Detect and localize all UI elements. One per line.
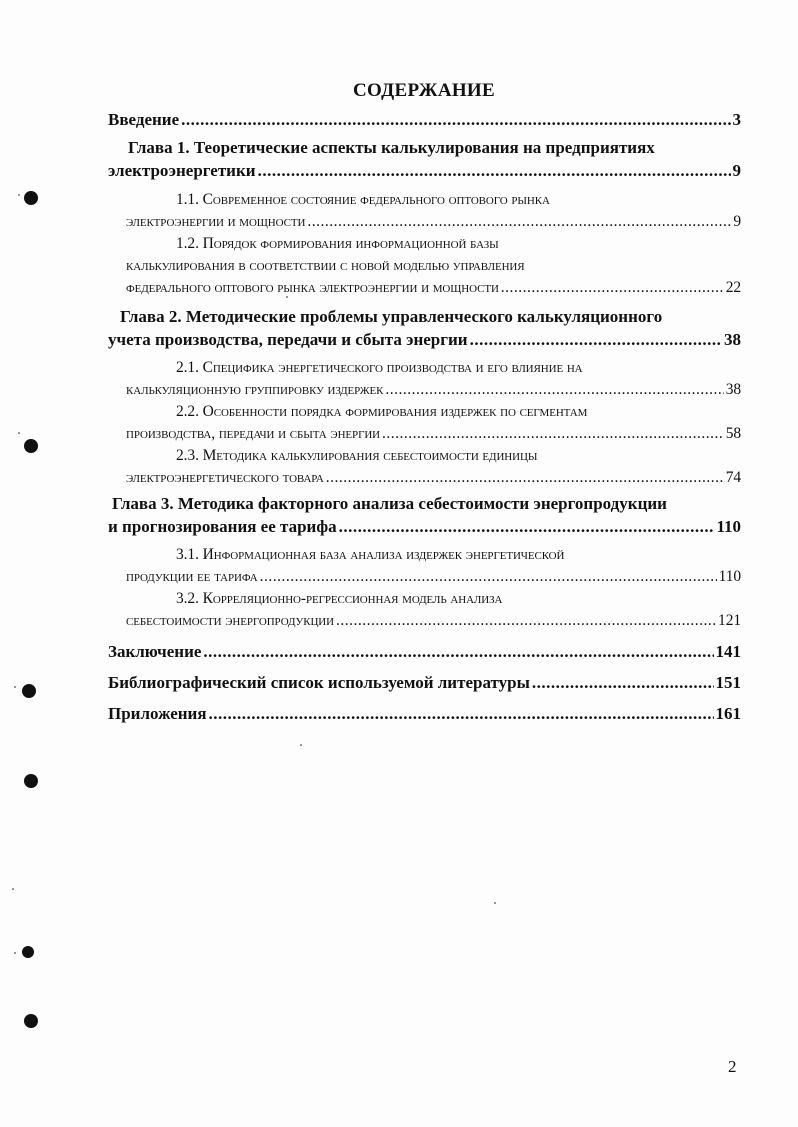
- toc-entry-section-3-2-cont: [126, 612, 741, 630]
- dot-leader: [181, 110, 730, 130]
- page-title: СОДЕРЖАНИЕ: [353, 80, 495, 101]
- toc-entry-section-3-1: [176, 546, 716, 564]
- toc-entry-text: производства, передачи и сбыта энергии: [126, 425, 381, 442]
- toc-entry-text: электроэнергетики: [108, 161, 256, 180]
- toc-entry-section-1-2: [176, 235, 596, 253]
- toc-entry-conclusion: [108, 642, 741, 662]
- binder-hole: [24, 439, 38, 453]
- toc-entry-text: 2.2. Особенности порядка формирования издержек по сегментам: [176, 403, 588, 420]
- toc-entry-text: Глава 3. Методика факторного анализа себестоимости энергопродукции: [112, 494, 667, 513]
- toc-entry-text: Глава 2. Методические проблемы управленческого калькуляционного: [120, 307, 663, 326]
- toc-entry-section-1-2-cont: [126, 257, 686, 275]
- toc-entry-chapter-2: [120, 307, 741, 327]
- scan-speck: [18, 194, 20, 196]
- toc-page-number: 3: [732, 110, 741, 129]
- toc-page-number: 141: [715, 642, 741, 661]
- page-number: 2: [728, 1057, 737, 1076]
- toc-page-number: 38: [724, 330, 741, 349]
- toc-page-number: 110: [716, 517, 741, 536]
- dot-leader: [532, 673, 714, 693]
- toc-entry-section-2-1: [176, 359, 736, 377]
- toc-page-number: 161: [715, 704, 741, 723]
- toc-entry-text: электроэнергетического товара: [126, 469, 324, 486]
- dot-leader: [326, 469, 724, 487]
- toc-entry-section-1-1-cont: [126, 213, 741, 231]
- toc-entry-text: Библиографический список используемой литературы: [108, 673, 530, 692]
- toc-entry-text: Заключение: [108, 642, 202, 661]
- toc-entry-text: Глава 1. Теоретические аспекты калькулирования на предприятиях: [128, 138, 655, 157]
- toc-entry-text: федерального оптового рынка электроэнергии и мощности: [126, 279, 499, 296]
- binder-hole: [22, 946, 34, 958]
- toc-entry-chapter-3-cont: [108, 517, 741, 537]
- toc-entry-appendices: [108, 704, 741, 724]
- toc-page-number: 22: [725, 279, 741, 296]
- toc-entry-text: калькуляционную группировку издержек: [126, 381, 384, 398]
- dot-leader: [209, 704, 714, 724]
- scan-speck: [14, 952, 16, 954]
- scan-speck: [12, 888, 14, 890]
- toc-entry-section-3-1-cont: [126, 568, 741, 586]
- toc-entry-section-2-1-cont: [126, 381, 741, 399]
- toc-entry-introduction: [108, 110, 741, 130]
- binder-hole: [24, 774, 38, 788]
- toc-page-number: 58: [725, 425, 741, 442]
- toc-page-number: 9: [732, 161, 741, 180]
- toc-page-number: 110: [718, 568, 741, 585]
- toc-entry-text: калькулирования в соответствии с новой моделью управления: [126, 257, 525, 274]
- toc-entry-text: учета производства, передачи и сбыта энергии: [108, 330, 468, 349]
- toc-entry-chapter-2-cont: [108, 330, 741, 350]
- dot-leader: [260, 568, 717, 586]
- toc-entry-section-1-2-cont2: [126, 279, 741, 297]
- scan-speck: [18, 432, 20, 434]
- binder-hole: [22, 684, 36, 698]
- toc-entry-text: электроэнергии и мощности: [126, 213, 306, 230]
- toc-page-number: 121: [718, 612, 741, 629]
- toc-entry-section-1-1: [176, 191, 681, 209]
- dot-leader: [258, 161, 731, 181]
- toc-entry-text: Введение: [108, 110, 180, 129]
- toc-entry-section-2-3-cont: [126, 469, 741, 487]
- dot-leader: [385, 381, 723, 399]
- scan-speck: [300, 744, 302, 746]
- dot-leader: [203, 642, 713, 662]
- toc-page-number: 74: [725, 469, 741, 486]
- toc-entry-text: и прогнозирования ее тарифа: [108, 517, 337, 536]
- toc-page-number: 38: [725, 381, 741, 398]
- scan-speck: [494, 902, 496, 904]
- toc-entry-text: продукции ее тарифа: [126, 568, 258, 585]
- binder-hole: [24, 1014, 38, 1028]
- toc-entry-text: 2.3. Методика калькулирования себестоимости единицы: [176, 447, 538, 464]
- scan-speck: [286, 296, 288, 298]
- toc-entry-section-2-2-cont: [126, 425, 741, 443]
- toc-entry-text: Приложения: [108, 704, 207, 723]
- dot-leader: [470, 330, 722, 350]
- toc-entry-bibliography: [108, 673, 741, 693]
- toc-entry-text: 1.1. Современное состояние федерального оптового рынка: [176, 191, 550, 208]
- toc-page-number: 151: [715, 673, 741, 692]
- dot-leader: [382, 425, 724, 443]
- scan-speck: [14, 686, 16, 688]
- toc-entry-text: 3.2. Корреляционно-регрессионная модель анализа: [176, 590, 503, 607]
- toc-entry-chapter-3: [112, 494, 752, 514]
- toc-entry-chapter-1: [128, 138, 741, 158]
- toc-entry-text: себестоимости энергопродукции: [126, 612, 334, 629]
- toc-entry-text: 2.1. Специфика энергетического производства и его влияние на: [176, 359, 583, 376]
- toc-entry-section-3-2: [176, 590, 636, 608]
- dot-leader: [336, 612, 716, 630]
- dot-leader: [501, 279, 724, 297]
- toc-entry-text: 1.2. Порядок формирования информационной базы: [176, 235, 499, 252]
- toc-entry-text: 3.1. Информационная база анализа издержек энергетической: [176, 546, 565, 563]
- toc-entry-section-2-3: [176, 447, 676, 465]
- toc-entry-chapter-1-cont: [108, 161, 741, 181]
- dot-leader: [339, 517, 715, 537]
- binder-hole: [24, 191, 38, 205]
- dot-leader: [307, 213, 731, 231]
- toc-page-number: 9: [733, 213, 741, 230]
- toc-entry-section-2-2: [176, 403, 736, 421]
